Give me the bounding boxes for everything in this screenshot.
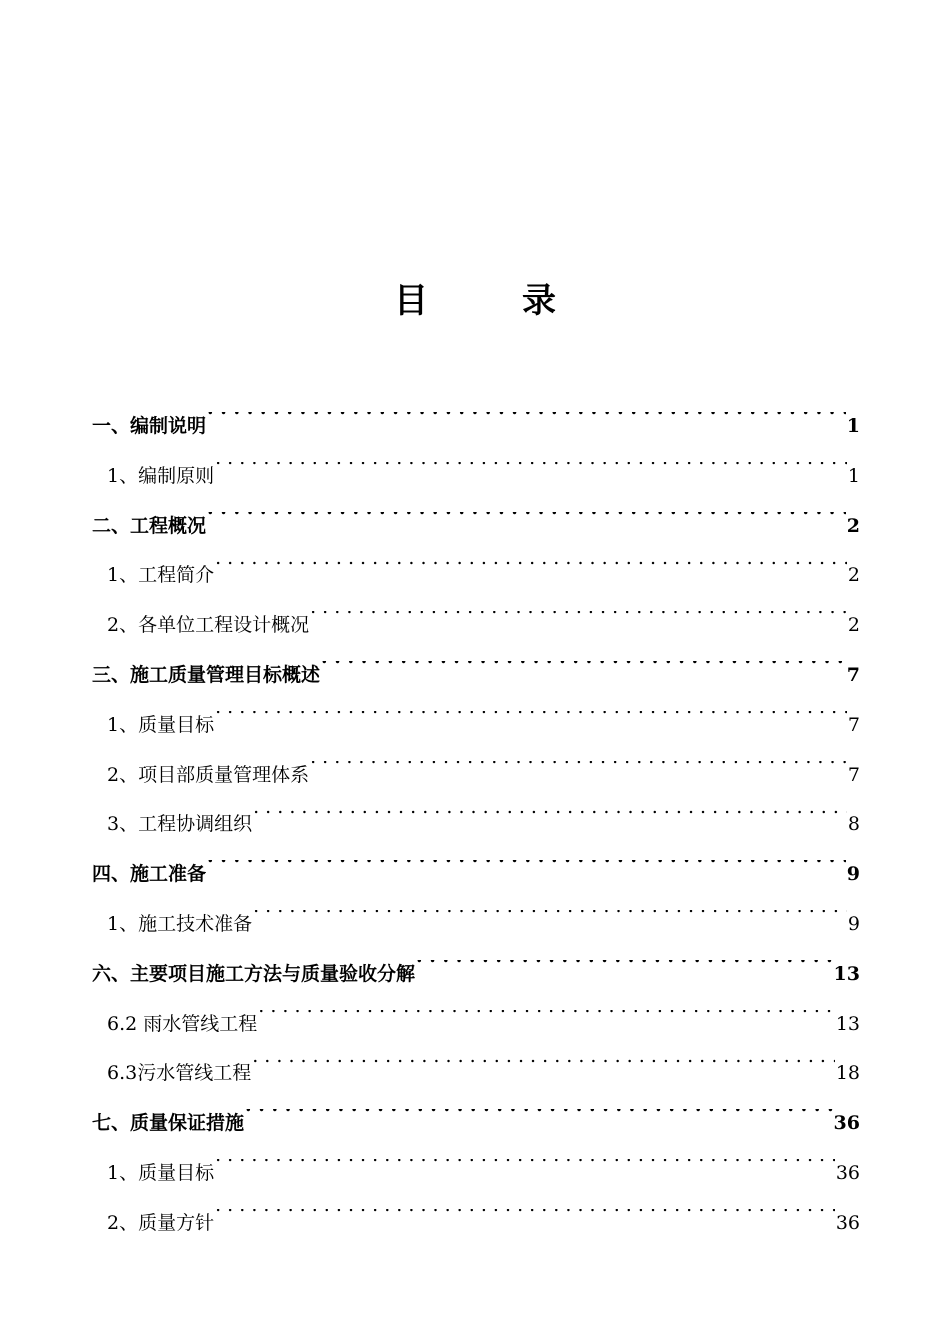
toc-dot-leader xyxy=(310,611,847,631)
toc-entry[interactable] xyxy=(92,800,860,850)
toc-entry-label: 二、工程概况 xyxy=(92,514,207,537)
toc-entry[interactable] xyxy=(92,900,860,950)
toc-entry-label: 四、施工准备 xyxy=(92,863,207,886)
toc-entry-label: 1、工程简介 xyxy=(107,564,215,587)
toc-entry-label: 一、编制说明 xyxy=(92,415,207,437)
toc-page-number: 13 xyxy=(833,962,860,985)
toc-page-number: 1 xyxy=(847,464,860,487)
toc-entry[interactable] xyxy=(92,1000,860,1050)
toc-entry-label: 1、编制原则 xyxy=(107,464,215,487)
toc-page-number: 2 xyxy=(847,614,860,637)
toc-page-number: 9 xyxy=(846,863,860,886)
toc-page-number: 8 xyxy=(847,813,860,836)
toc-entry[interactable] xyxy=(92,701,860,751)
toc-page-number: 36 xyxy=(835,1211,860,1234)
toc-dot-leader xyxy=(215,711,847,731)
page-title: 目 录 xyxy=(394,281,586,321)
toc-dot-leader xyxy=(258,1010,835,1030)
toc-dot-leader xyxy=(215,1159,835,1179)
toc-dot-leader xyxy=(416,960,833,980)
toc-entry-label: 2、项目部质量管理体系 xyxy=(107,763,310,786)
toc-entry-label: 2、各单位工程设计概况 xyxy=(107,614,310,637)
toc-page-number: 2 xyxy=(846,514,860,537)
toc-entry-label: 三、施工质量管理目标概述 xyxy=(92,663,321,686)
toc-entry[interactable] xyxy=(92,502,860,552)
toc-page-number: 18 xyxy=(835,1062,860,1085)
toc-page-number: 7 xyxy=(846,663,860,686)
toc-dot-leader xyxy=(207,412,846,432)
toc-entry-label: 2、质量方针 xyxy=(107,1211,215,1234)
toc-dot-leader xyxy=(207,860,846,880)
toc-entry-label: 六、主要项目施工方法与质量验收分解 xyxy=(92,962,416,985)
toc-dot-leader xyxy=(252,1059,835,1079)
toc-page-number: 36 xyxy=(835,1161,860,1184)
toc-entry[interactable] xyxy=(92,651,860,701)
toc-entry[interactable] xyxy=(92,1049,860,1099)
toc-entry[interactable] xyxy=(92,1199,860,1249)
toc-page-number: 36 xyxy=(833,1112,860,1135)
toc-entry-label: 6.3污水管线工程 xyxy=(107,1062,252,1085)
toc-dot-leader xyxy=(215,462,847,482)
toc-entry[interactable] xyxy=(92,950,860,1000)
toc-entry-label: 1、质量目标 xyxy=(107,1161,215,1184)
toc-dot-leader xyxy=(215,561,847,581)
toc-entry[interactable] xyxy=(92,551,860,601)
toc-entry[interactable] xyxy=(92,751,860,801)
toc-entry[interactable] xyxy=(92,452,860,502)
toc-page-number: 7 xyxy=(847,763,860,786)
toc-entry-label: 1、施工技术准备 xyxy=(107,912,253,935)
toc-dot-leader xyxy=(253,810,847,830)
toc-page-number: 7 xyxy=(847,713,860,736)
toc-entry[interactable] xyxy=(92,1099,860,1149)
toc-page-number: 1 xyxy=(846,415,860,437)
toc-entry[interactable] xyxy=(92,850,860,900)
toc-entry[interactable] xyxy=(92,402,860,452)
table-of-contents xyxy=(92,402,860,1249)
toc-entry-label: 6.2 雨水管线工程 xyxy=(107,1012,258,1035)
toc-dot-leader xyxy=(253,910,847,930)
toc-dot-leader xyxy=(215,1209,835,1229)
toc-entry[interactable] xyxy=(92,1149,860,1199)
toc-entry-label: 3、工程协调组织 xyxy=(107,813,253,836)
toc-dot-leader xyxy=(321,661,846,681)
toc-dot-leader xyxy=(310,761,847,781)
toc-dot-leader xyxy=(245,1109,833,1129)
toc-dot-leader xyxy=(207,512,846,532)
toc-page-number: 13 xyxy=(835,1012,860,1035)
toc-entry-label: 1、质量目标 xyxy=(107,713,215,736)
toc-entry[interactable] xyxy=(92,601,860,651)
toc-page-number: 2 xyxy=(847,564,860,587)
toc-page-number: 9 xyxy=(847,912,860,935)
toc-entry-label: 七、质量保证措施 xyxy=(92,1112,245,1135)
